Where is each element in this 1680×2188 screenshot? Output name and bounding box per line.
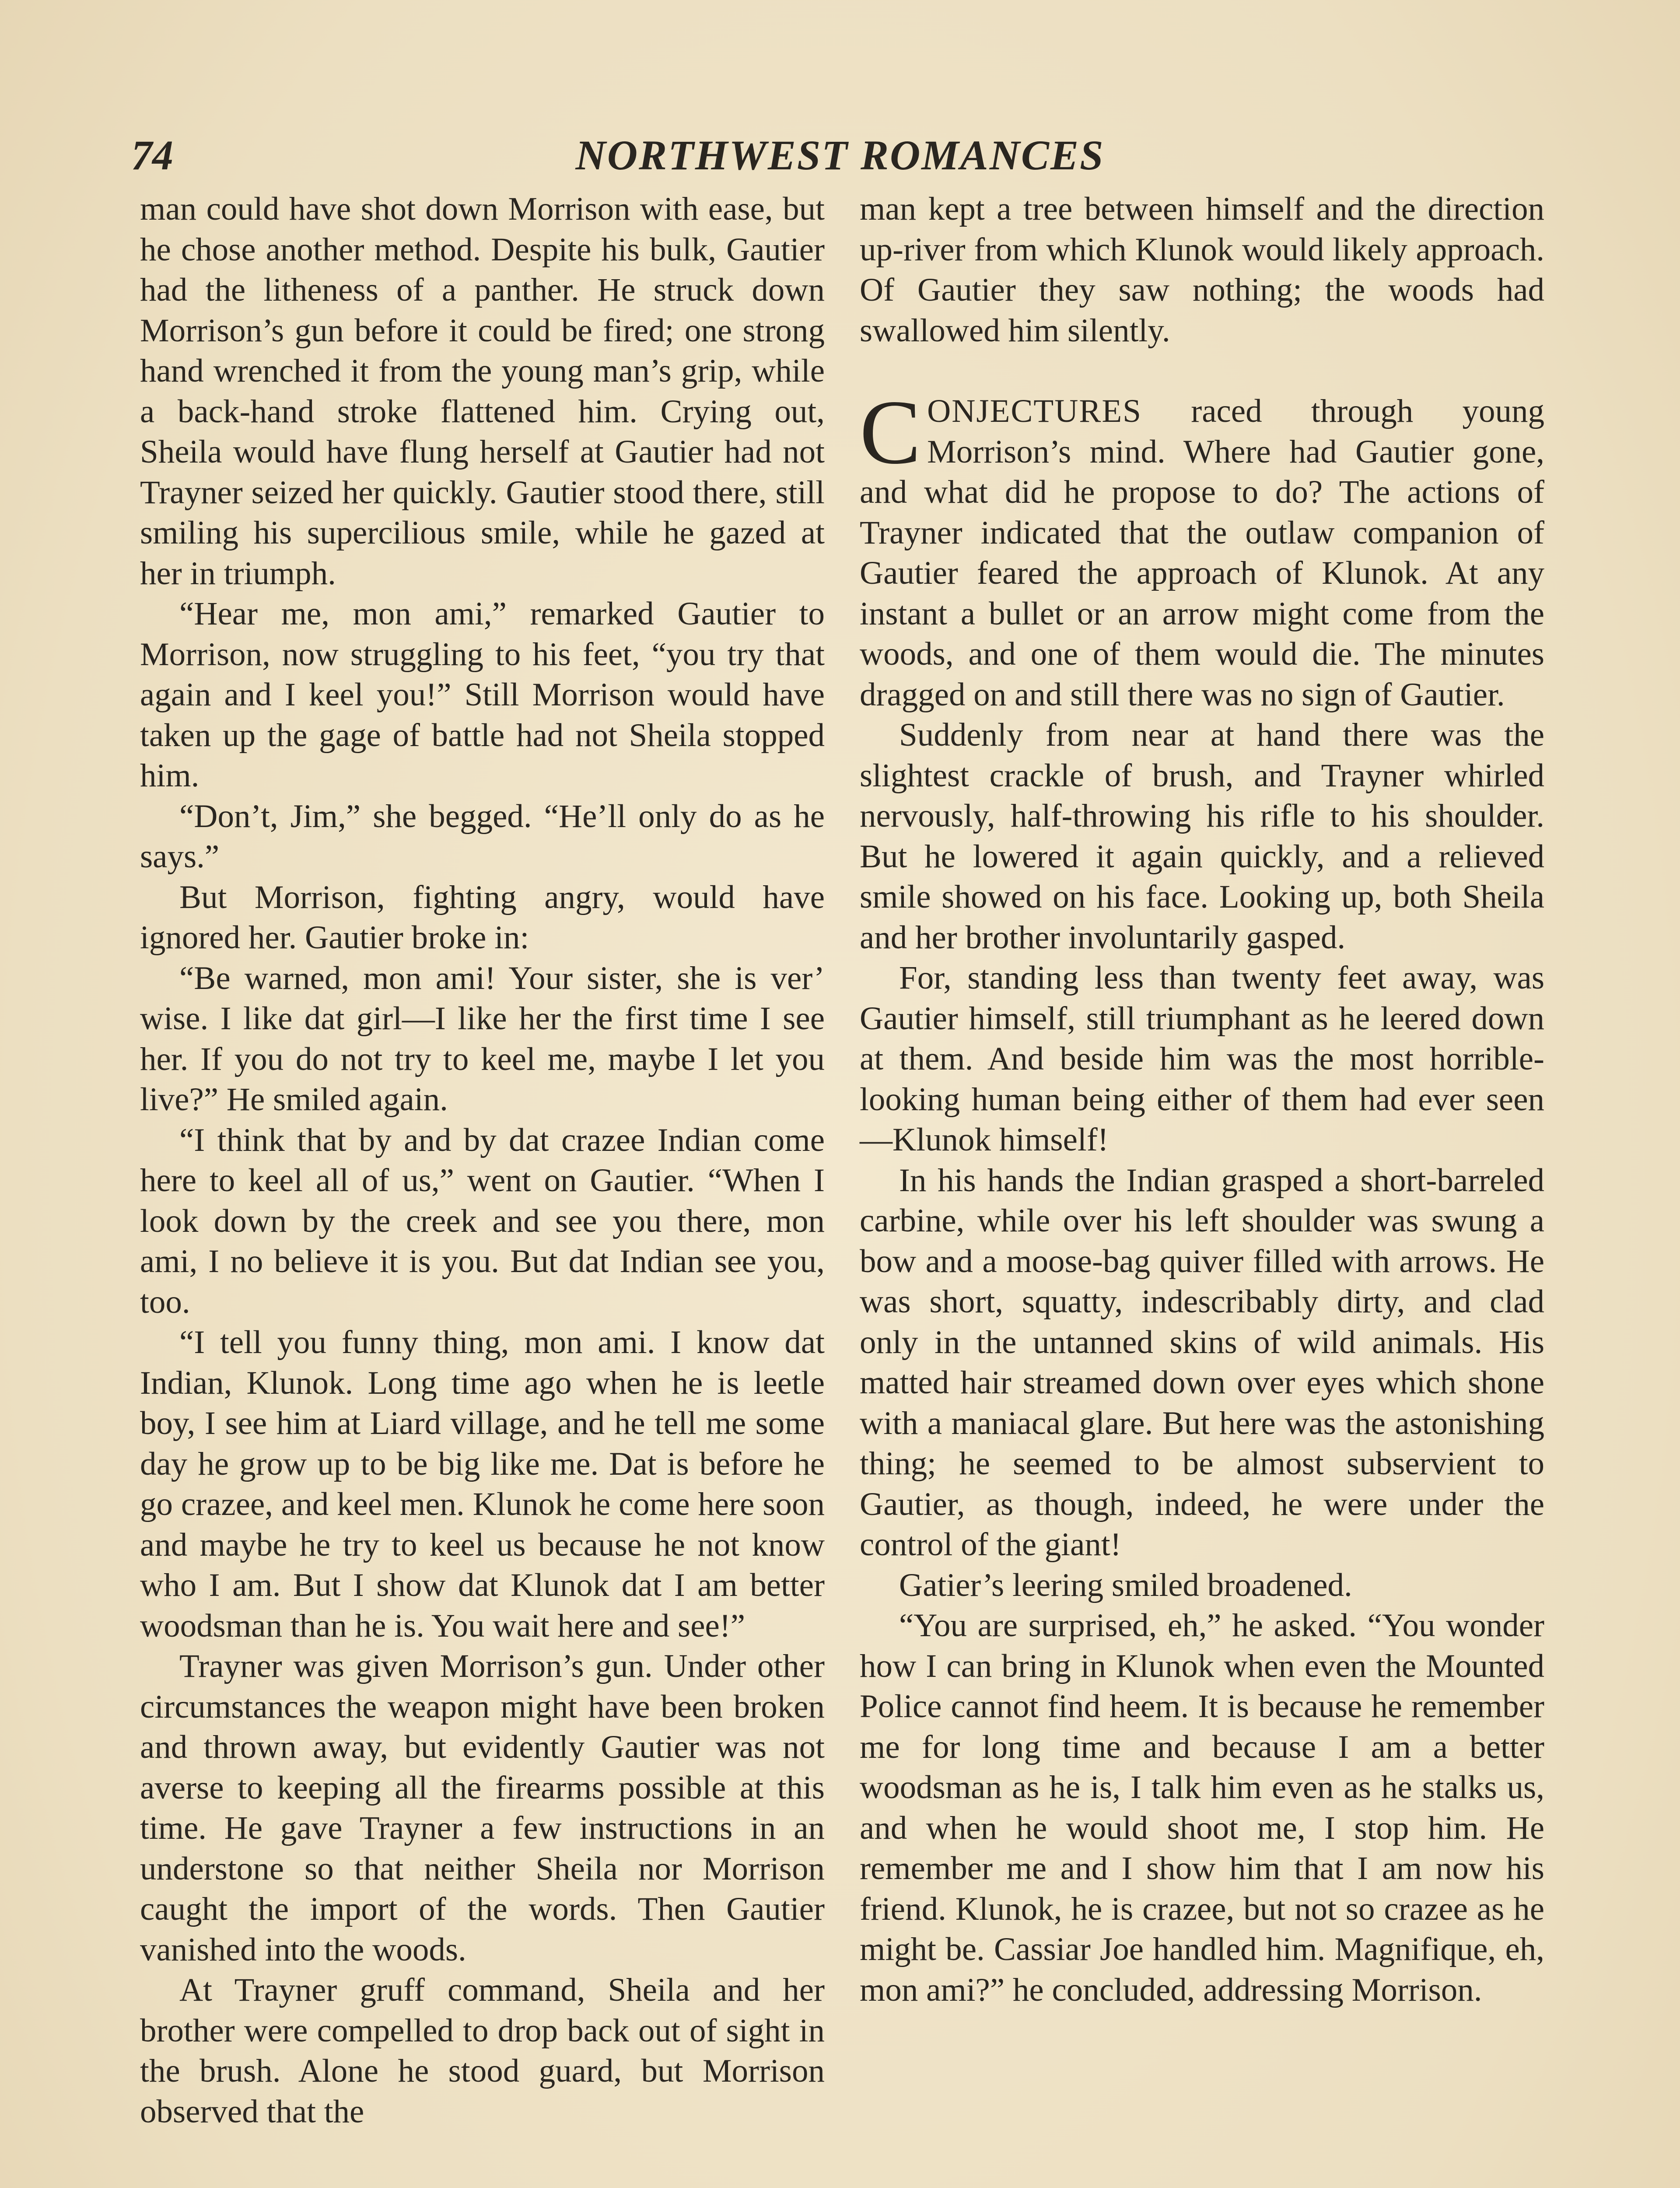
- paragraph: Trayner was given Morrison’s gun. Under other circumstances the weapon might have been broken and thrown away, but evidently Gautier was not averse to keeping all the firearms possible at this time. He gave Trayner a few instructions in an understone so that neither Sheila nor Morrison caught the import of the words. Then Gautier vanished into the woods.: [140, 1648, 825, 1968]
- paragraph: “Hear me, mon ami,” remarked Gautier to Morrison, now struggling to his feet, “you try that again and I keel you!” Still Morrison would have taken up the gage of battle had not Sheila stopped him.: [140, 596, 825, 794]
- paragraph: In his hands the Indian grasped a short-barreled carbine, while over his left shoulder was swung a bow and a moose-bag quiver filled with arrows. He was short, squatty, indescribably dirty, and clad only in the untanned skins of wild animals. His matted hair streamed down over eyes which shone with a maniacal glare. But here was the astonishing thing; he seemed to be almost subservient to Gautier, as though, indeed, he were under the control of the giant!: [860, 1162, 1544, 1563]
- paragraph: But Morrison, fighting angry, would have ignored her. Gautier broke in:: [140, 879, 825, 956]
- section-lead-text: raced through young Morrison’s mind. Where had Gautier gone, and what did he propose to do? The actions of Trayner indicated that the outlaw companion of Gautier feared the approach of Klunok. At any instant a bullet or an arrow might come from the woods, and one of them would die. The minutes dragged on and still there was no sign of Gautier.: [860, 393, 1544, 713]
- paragraph: “You are surprised, eh,” he asked. “You wonder how I can bring in Klunok when even the Mounted Police cannot find heem. It is because he remember me for long time and because I am a better woodsman as he is, I talk him even as he stalks us, and when he would shoot me, I stop him. He remember me and I show him that I am now his friend. Klunok, he is crazee, but not so crazee as he might be. Cassiar Joe handled him. Magnifique, eh, mon ami?” he concluded, addressing Morrison.: [860, 1607, 1544, 2008]
- paragraph: man kept a tree between himself and the direction up-river from which Klunok would likely approach. Of Gautier they saw nothing; the woods had swallowed him silently.: [860, 191, 1544, 349]
- left-column: [140, 189, 825, 2132]
- paragraph: “Be warned, mon ami! Your sister, she is ver’ wise. I like dat girl—I like her the first time I see her. If you do not try to keel me, maybe I let you live?” He smiled again.: [140, 960, 825, 1118]
- page-header: [131, 127, 1549, 184]
- paragraph: “I tell you funny thing, mon ami. I know dat Indian, Klunok. Long time ago when he is leetle boy, I see him at Liard village, and he tell me some day he grow up to be big like me. Dat is before he go crazee, and keel men. Klunok he come here soon and maybe he try to keel us because he not know who I am. But I show dat Klunok dat I am better woodsman than he is. You wait here and see!”: [140, 1324, 825, 1644]
- section-lead-word: ONJECTURES: [927, 393, 1142, 429]
- page-number: 74: [131, 132, 173, 179]
- right-column: [860, 189, 1544, 2010]
- paragraph: man could have shot down Morrison with ease, but he chose another method. Despite his bulk, Gautier had the litheness of a panther. He struck down Morrison’s gun before it could be fired; one strong hand wrenched it from the young man’s grip, while a back-hand stroke flattened him. Crying out, Sheila would have flung herself at Gautier had not Trayner seized her quickly. Gautier stood there, still smiling his supercilious smile, while he gazed at her in triumph.: [140, 191, 825, 592]
- drop-cap: C: [860, 382, 921, 483]
- paragraph: For, standing less than twenty feet away, was Gautier himself, still triumphant as he leered down at them. And beside him was the most horrible-looking human being either of them had ever seen—Klunok himself!: [860, 960, 1544, 1158]
- paragraph: At Trayner gruff command, Sheila and her brother were compelled to drop back out of sight in the brush. Alone he stood guard, but Morrison observed that the: [140, 1972, 825, 2130]
- paragraph: “I think that by and by dat crazee Indian come here to keel all of us,” went on Gautier. “When I look down by the creek and see you there, mon ami, I no believe it is you. But dat Indian see you, too.: [140, 1122, 825, 1320]
- section-opening-paragraph: [860, 382, 1544, 715]
- paragraph: Suddenly from near at hand there was the slightest crackle of brush, and Trayner whirled nervously, half-throwing his rifle to his shoulder. But he lowered it again quickly, and a relieved smile showed on his face. Looking up, both Sheila and her brother involuntarily gasped.: [860, 717, 1544, 956]
- paragraph: Gatier’s leering smiled broadened.: [899, 1567, 1352, 1603]
- magazine-title: NORTHWEST ROMANCES: [575, 132, 1105, 179]
- paragraph: “Don’t, Jim,” she begged. “He’ll only do as he says.”: [140, 798, 825, 875]
